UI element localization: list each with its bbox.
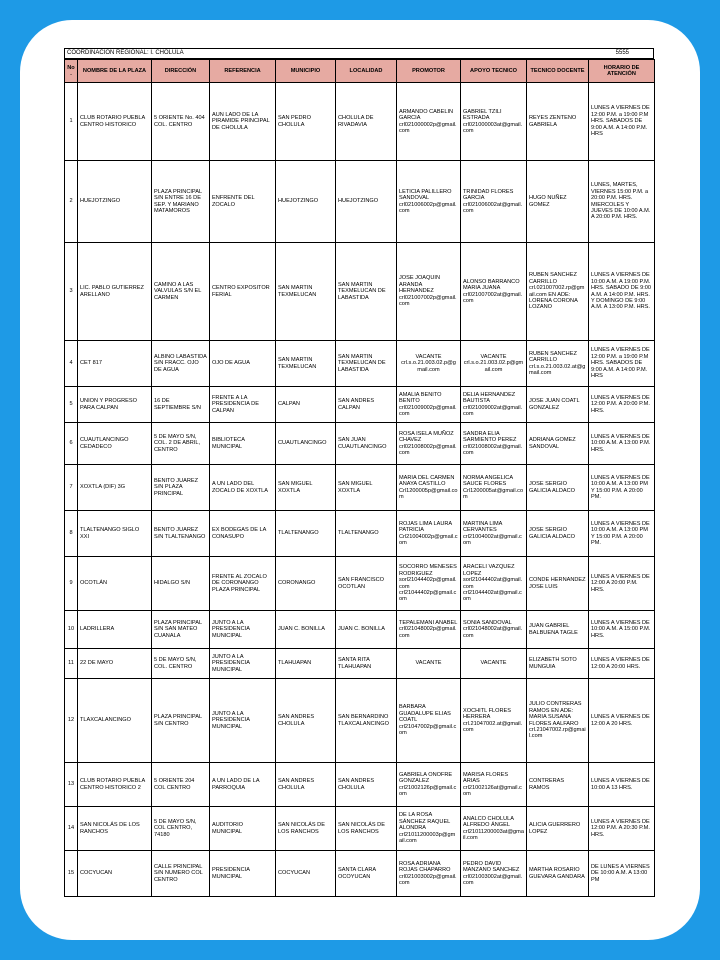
plaza-name-cell: COCYUCAN [78,851,152,897]
municipality-cell: JUAN C. BONILLA [276,611,336,649]
schedule-cell: LUNES A VIERNES DE 10:00 A.M. A 13:00 PM Y 15:00 P.M. A 20:00 PM. [589,511,655,557]
address-cell: 5 DE MAYO S/N, COL CENTRO, 74180 [152,807,210,851]
plaza-name-cell: UNION Y PROGRESO PARA CALPAN [78,387,152,423]
promoter-cell: TEPALEMANI ANABEL crl021048002p@gmail.com [397,611,461,649]
tech-support-cell: MARISA FLORES ARIAS crl21002126at@gmail.com [461,763,527,807]
header-code: 5555 [615,50,629,56]
promoter-cell: AMALIA BENITO BENITO crl021009002p@gmail.com [397,387,461,423]
tech-teacher-cell: JUAN GABRIEL BALBUENA TAGLE [527,611,589,649]
reference-cell: FRENTE A LA PRESIDENCIA DE CALPAN [210,387,276,423]
municipality-cell: SAN MARTIN TEXMELUCAN [276,243,336,341]
address-cell: PLAZA PRINCIPAL S/N ENTRE 16 DE SEP. Y MARIANO MATAMOROS [152,161,210,243]
row-number-cell: 7 [65,465,78,511]
document-sheet [64,48,654,914]
municipality-cell: SAN PEDRO CHOLULA [276,83,336,161]
plaza-name-cell: 22 DE MAYO [78,649,152,679]
row-number-cell: 12 [65,679,78,763]
tech-teacher-cell: JOSE JUAN COATL GONZALEZ [527,387,589,423]
promoter-cell: ROJAS LIMA LAURA PATRICIA Crl21004002p@gmail.com [397,511,461,557]
reference-cell: JUNTO A LA PRESIDENCIA MUNICIPAL [210,679,276,763]
table-row [65,511,655,557]
header-bar [64,48,654,59]
column-header: NOMBRE DE LA PLAZA [78,60,152,83]
address-cell: BENITO JUAREZ S/N PLAZA PRINCIPAL [152,465,210,511]
reference-cell: A UN LADO DE LA PARROQUIA [210,763,276,807]
table-row [65,679,655,763]
locality-cell: SAN FRANCISCO OCOTLAN [336,557,397,611]
locality-cell: SAN NICOLÁS DE LOS RANCHOS [336,807,397,851]
locality-cell: SAN MARTIN TEXMELUCAN DE LABASTIDA [336,341,397,387]
tech-support-cell: TRINIDAD FLORES GARCIA crl021006002at@gmail.com [461,161,527,243]
reference-cell: EX BODEGAS DE LA CONASUPO [210,511,276,557]
plaza-name-cell: CLUB ROTARIO PUEBLA CENTRO HISTORICO 2 [78,763,152,807]
schedule-cell: LUNES A VIERNES DE 10:00 A 13 HRS. [589,763,655,807]
reference-cell: OJO DE AGUA [210,341,276,387]
schedule-cell: LUNES A VIERNES DE 10:00 A.M. A 15:00 P.M. HRS. [589,611,655,649]
schedule-cell: LUNES A VIERNES DE 12:00 P.M. a 19:00 P.M HRS. SABADOS DE 9:00 A.M. A 14:00 P.M. HRS [589,341,655,387]
promoter-cell: ARMANDO CABELIN GARCIA crl021000002p@gmail.com [397,83,461,161]
municipality-cell: SAN NICOLÁS DE LOS RANCHOS [276,807,336,851]
table-row [65,243,655,341]
plaza-name-cell: CLUB ROTARIO PUEBLA CENTRO HISTORICO [78,83,152,161]
address-cell: PLAZA PRINCIPAL S/N SAN MATEO CUANALA [152,611,210,649]
reference-cell: AUDITORIO MUNICIPAL [210,807,276,851]
header-title: COORDINACIÓN REGIONAL: I. CHOLULA [67,50,184,56]
row-number-cell: 1 [65,83,78,161]
tech-teacher-cell: ALICIA GUERRERO LOPEZ [527,807,589,851]
table-row [65,423,655,465]
row-number-cell: 14 [65,807,78,851]
row-number-cell: 4 [65,341,78,387]
locality-cell: JUAN C. BONILLA [336,611,397,649]
tech-teacher-cell: CONDE HERNANDEZ JOSE LUIS [527,557,589,611]
tech-teacher-cell: ELIZABETH SOTO MUNGUIA [527,649,589,679]
reference-cell: FRENTE AL ZOCALO DE CORONANGO PLAZA PRINCIPAL [210,557,276,611]
reference-cell: ENFRENTE DEL ZOCALO [210,161,276,243]
table-body [65,83,655,897]
plaza-name-cell: LADRILLERA [78,611,152,649]
tech-support-cell: SONIA SANDOVAL crl021048002at@gmail.com [461,611,527,649]
locality-cell: SAN MIGUEL XOXTLA [336,465,397,511]
tech-teacher-cell: JOSE SERGIO GALICIA ALDACO [527,511,589,557]
plaza-name-cell: TLAXCALANCINGO [78,679,152,763]
schedule-cell: LUNES A VIERNES DE 10:00 A.M. A 13:00 P.M. HRS. [589,423,655,465]
municipality-cell: CORONANGO [276,557,336,611]
address-cell: BENITO JUAREZ S/N TLALTENANGO [152,511,210,557]
address-cell: 16 DE SEPTIEMBRE S/N [152,387,210,423]
row-number-cell: 8 [65,511,78,557]
plaza-name-cell: CET 817 [78,341,152,387]
tech-support-cell: DELIA HERNANDEZ BAUTISTA crl021009002at@gmail.com [461,387,527,423]
promoter-cell: LETICIA PALILLERO SANDOVAL crl021006002p@gmail.com [397,161,461,243]
tech-support-cell: SANDRA ELIA SARMIENTO PEREZ crl021008002at@gmail.com [461,423,527,465]
plaza-name-cell: OCOTLÁN [78,557,152,611]
municipality-cell: TLALTENANGO [276,511,336,557]
plaza-name-cell: XOXTLA (DIF) 3G [78,465,152,511]
address-cell: ALBINO LABASTIDA S/N FRACC. OJO DE AGUA [152,341,210,387]
table-row [65,161,655,243]
tech-teacher-cell: RUBEN SANCHEZ CARRILLO crl.s.o.21.003.02.at@gmail.com [527,341,589,387]
tech-teacher-cell: HUGO NUÑEZ GOMEZ [527,161,589,243]
tech-support-cell: ALONSO BARRANCO MARIA JUANA crl021007002at@gmail.com [461,243,527,341]
directory-table [64,59,655,897]
locality-cell: SANTA CLARA OCOYUCAN [336,851,397,897]
promoter-cell: JOSE JOAQUIN ARANDA HERNANDEZ crl021007002p@gmail.com [397,243,461,341]
row-number-cell: 13 [65,763,78,807]
tech-support-cell: NORMA ANGELICA SAUCE FLORES Crl1200005at@gmail.com [461,465,527,511]
reference-cell: JUNTO A LA PRESIDENCIA MUNICIPAL [210,611,276,649]
promoter-cell: MARIA DEL CARMEN ANAYA CASTILLO Crl1200005p@gmail.com [397,465,461,511]
promoter-cell: SOCORRO MENESES RODRIGUEZ sorl21044402p@gmail.com crl21044402p@gmail.com [397,557,461,611]
locality-cell: SAN ANDRES CHOLULA [336,763,397,807]
reference-cell: BIBLIOTECA MUNICIPAL [210,423,276,465]
reference-cell: CENTRO EXPOSITOR FERIAL [210,243,276,341]
municipality-cell: SAN ANDRES CHOLULA [276,679,336,763]
municipality-cell: COCYUCAN [276,851,336,897]
tech-teacher-cell: MARTHA ROSARIO GUEVARA GANDARA [527,851,589,897]
address-cell: PLAZA PRINCIPAL S/N CENTRO [152,679,210,763]
row-number-cell: 10 [65,611,78,649]
municipality-cell: CUAUTLANCINGO [276,423,336,465]
table-row [65,649,655,679]
address-cell: 5 DE MAYO S/N, COL. CENTRO [152,649,210,679]
table-row [65,387,655,423]
promoter-cell: DE LA ROSA SÁNCHEZ RAQUEL ALONDRA crl21011200003p@gmail.com [397,807,461,851]
municipality-cell: CALPAN [276,387,336,423]
schedule-cell: LUNES A VIERNES DE 12:00 P.M. A 20:00 P.M. HRS. [589,387,655,423]
locality-cell: HUEJOTZINGO [336,161,397,243]
column-header: No. [65,60,78,83]
schedule-cell: DE LUNES A VIERNES DE 10:00 A.M. A 13:00 PM [589,851,655,897]
row-number-cell: 9 [65,557,78,611]
row-number-cell: 5 [65,387,78,423]
municipality-cell: SAN ANDRES CHOLULA [276,763,336,807]
plaza-name-cell: LIC. PABLO GUTIERREZ ARELLANO [78,243,152,341]
column-header: TECNICO DOCENTE [527,60,589,83]
row-number-cell: 2 [65,161,78,243]
column-header: MUNICIPIO [276,60,336,83]
table-row [65,851,655,897]
column-header: PROMOTOR [397,60,461,83]
schedule-cell: LUNES A VIERNES DE 10:00 A.M. A 13:00 PM Y 15:00 P.M. A 20:00 PM. [589,465,655,511]
locality-cell: SAN BERNARDINO TLAXCALANCINGO [336,679,397,763]
locality-cell: TLALTENANGO [336,511,397,557]
table-row [65,807,655,851]
reference-cell: PRESIDENCIA MUNICIPAL [210,851,276,897]
municipality-cell: SAN MARTIN TEXMELUCAN [276,341,336,387]
promoter-cell: VACANTE [397,649,461,679]
schedule-cell: LUNES A VIERNES DE 12:00 A 20:00 HRS. [589,649,655,679]
schedule-cell: LUNES A VIERNES DE 12:00 A 20:00 P.M. HRS. [589,557,655,611]
locality-cell: SAN JUAN CUAUTLANCINGO [336,423,397,465]
table-row [65,465,655,511]
municipality-cell: HUEJOTZINGO [276,161,336,243]
tech-support-cell: VACANTE [461,649,527,679]
address-cell: CAMINO A LAS VALVULAS S/N EL CARMEN [152,243,210,341]
tech-support-cell: PEDRO DAVID MANZANO SANCHEZ crl021003002at@gmail.com [461,851,527,897]
address-cell: 5 DE MAYO S/N, COL. 2 DE ABRIL, CENTRO [152,423,210,465]
plaza-name-cell: CUAUTLANCINGO CEDADECO [78,423,152,465]
column-header: HORARIO DE ATENCIÓN [589,60,655,83]
row-number-cell: 3 [65,243,78,341]
promoter-cell: ROSA ADRIANA ROJAS CHAPARRO crl021003002p@gmail.com [397,851,461,897]
locality-cell: SAN MARTIN TEXMELUCAN DE LABASTIDA [336,243,397,341]
tech-teacher-cell: RUBEN SANCHEZ CARRILLO crl.021007002.rp@gmail.com EN ADE: LORENA CORONA LOZANO [527,243,589,341]
locality-cell: SANTA RITA TLAHUAPAN [336,649,397,679]
row-number-cell: 11 [65,649,78,679]
tech-support-cell: ANALCO CHOLULA ALFREDO ÁNGEL crl21011200003at@gmail.com [461,807,527,851]
tech-teacher-cell: REYES ZENTENO GABRIELA [527,83,589,161]
tech-support-cell: ARACELI VAZQUEZ LOPEZ sorl21044402at@gmail.com crl21044402at@gmail.com [461,557,527,611]
plaza-name-cell: SAN NICOLÁS DE LOS RANCHOS [78,807,152,851]
reference-cell: AUN LADO DE LA PIRAMIDE PRINCIPAL DE CHOLULA [210,83,276,161]
table-row [65,611,655,649]
locality-cell: SAN ANDRES CALPAN [336,387,397,423]
reference-cell: A UN LADO DEL ZOCALO DE XOXTLA [210,465,276,511]
municipality-cell: TLAHUAPAN [276,649,336,679]
promoter-cell: GABRIELA ONOFRE GONZALEZ crl21002126p@gmail.com [397,763,461,807]
column-header: APOYO TECNICO [461,60,527,83]
table-row [65,763,655,807]
reference-cell: JUNTO A LA PRESIDENCIA MUNICIPAL [210,649,276,679]
address-cell: 5 ORIENTE No. 404 COL. CENTRO [152,83,210,161]
tech-support-cell: XOCHITL FLORES HERRERA crl.21047002.at@gmail.com [461,679,527,763]
column-header: LOCALIDAD [336,60,397,83]
promoter-cell: VACANTE crl.s.o.21.003.02.p@gmail.com [397,341,461,387]
tech-teacher-cell: CONTRERAS RAMOS [527,763,589,807]
row-number-cell: 15 [65,851,78,897]
table-row [65,83,655,161]
plaza-name-cell: HUEJOTZINGO [78,161,152,243]
locality-cell: CHOLULA DE RIVADAVIA [336,83,397,161]
tech-teacher-cell: JULIO CONTRERAS RAMOS EN ADE: MARIA SUSANA FLORES AALFARO crl.21047002.rp@gmail.com [527,679,589,763]
schedule-cell: LUNES, MARTES, VIERNES 15:00 P.M. a 20:00 P.M. HRS. MIERCOLES Y JUEVES DE 10:00 A.M. A 20:00 P.M. HRS. [589,161,655,243]
tech-support-cell: VACANTE crl.s.o.21.003.02.p@gmail.com [461,341,527,387]
table-row [65,557,655,611]
table-row [65,341,655,387]
rounded-card-frame [20,20,700,940]
tech-teacher-cell: JOSE SERGIO GALICIA ALDACO [527,465,589,511]
promoter-cell: BARBARA GUADALUPE ELIAS COATL crl21047002p@gmail.com [397,679,461,763]
address-cell: CALLE PRINCIPAL S/N NUMERO COL CENTRO [152,851,210,897]
tech-teacher-cell: ADRIANA GOMEZ SANDOVAL [527,423,589,465]
address-cell: HIDALGO S/N [152,557,210,611]
table-header-row [65,60,655,83]
plaza-name-cell: TLALTENANGO SIGLO XXI [78,511,152,557]
column-header: REFERENCIA [210,60,276,83]
tech-support-cell: MARTINA LIMA CERVANTES crl21004002at@gmail.com [461,511,527,557]
schedule-cell: LUNES A VIERNES DE 10:00 A.M. A 19:00 P.M. HRS. SABADO DE 9:00 A.M. A 14:00 P.M. HRS. Y DOMINGO DE 9:00 A.M. A 13:00 P.M. HRS. [589,243,655,341]
address-cell: 5 ORIENTE 204 COL CENTRO [152,763,210,807]
municipality-cell: SAN MIGUEL XOXTLA [276,465,336,511]
schedule-cell: LUNES A VIERNES DE 12:00 P.M. a 19:00 P.M HRS. SABADOS DE 9:00 A.M. A 14:00 P.M. HRS [589,83,655,161]
schedule-cell: LUNES A VIERNES DE 12:00 A 20 HRS. [589,679,655,763]
promoter-cell: ROSA ISELA MUÑOZ CHAVEZ crl021008002p@gmail.com [397,423,461,465]
tech-support-cell: GABRIEL TZILI ESTRADA crl021000003at@gmail.com [461,83,527,161]
schedule-cell: LUNES A VIERNES DE 12:00 P.M. A 20:30 P.M. HRS. [589,807,655,851]
row-number-cell: 6 [65,423,78,465]
column-header: DIRECCIÓN [152,60,210,83]
